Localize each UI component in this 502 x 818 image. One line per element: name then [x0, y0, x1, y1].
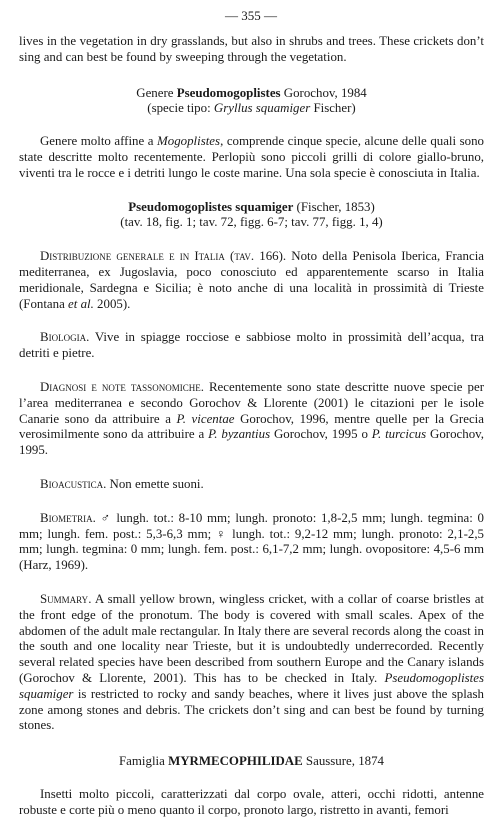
genus-title-line [19, 86, 484, 102]
diagnosis-label: Diagnosi e note tassonomiche [40, 379, 201, 394]
biology-label: Biologia [40, 330, 87, 345]
species-plates: (tav. 18, fig. 1; tav. 72, figg. 6-7; tav. 77, figg. 1, 4) [120, 215, 383, 230]
family-author: Saussure, 1874 [302, 754, 384, 769]
intro-paragraph: lives in the vegetation in dry grasslands, but also in shrubs and trees. These crickets don’t sing and can best be found by sweeping through the vegetation. [19, 34, 484, 64]
summary-label: Summary [40, 591, 89, 606]
genus-name: Pseudomogoplistes [176, 85, 281, 100]
biometry-label: Biometria [40, 510, 93, 525]
bioacoustics-paragraph: Bioacustica. Non emette suoni. [40, 476, 204, 491]
genus-type-species: Gryllus squamiger [213, 101, 311, 116]
family-heading [19, 754, 484, 770]
biometry-paragraph: Biometria. ♂ lungh. tot.: 8-10 mm; lungh. pronoto: 1,8-2,5 mm; lungh. tegmina: 0 mm; lungh. fem. post.: 5,3-6,3 mm; ♀ lungh. tot.: 9,2-12 mm; lungh. pronoto: 2,1-2,5 mm; lungh. tegmina: 0 mm; lungh. fem. post.: 6,1-7,2 mm; lungh. ovopositore: 4,5-6 mm (Harz, 1969). [19, 510, 484, 573]
species-heading [19, 200, 484, 232]
page-content [19, 34, 484, 818]
family-name: MYRMECOPHILIDAE [168, 754, 303, 769]
genus-author: Gorochov, 1984 [280, 85, 367, 100]
species-name: Pseudomogoplistes squamiger [128, 199, 294, 214]
biology-paragraph: Biologia. Vive in spiagge rocciose e sabbiose molto in prossimità dell’acqua, tra detriti e pietre. [19, 330, 484, 361]
distribution-label: Distribuzione generale e in Italia (tav. [40, 249, 255, 264]
page-number: — 355 — [225, 8, 277, 23]
family-description: Insetti molto piccoli, caratterizzati dal corpo ovale, atteri, occhi ridotti, antenne robuste e corte più o meno quanto il corpo, pronoto largo, ristretto in avanti, femori [19, 786, 484, 817]
species-author: (Fischer, 1853) [293, 199, 375, 214]
species-title-line [19, 200, 484, 216]
summary-paragraph: Summary. A small yellow brown, wingless cricket, with a collar of coarse bristles at the front edge of the pronotum. The body is covered with small scales. Apex of the abdomen of the adult male rectangular. In Italy there are several records along the coast in the south and one locality near Trieste, but it is undoubtedly underrecorded. Recently several related species have been described from southern Europe and the Canary islands (Gorochov & Llorente, 2001). This has to be checked in Italy. Pseudomogoplistes squamiger is restricted to rocky and sandy beaches, where it lives just above the splash zone among stones and debris. The crickets don’t sing and can best be found by turning stones. [19, 591, 484, 733]
distribution-paragraph: Distribuzione generale e in Italia (tav. 166). Noto della Penisola Iberica, Francia mediterranea, ex Jugoslavia, poco conosciuto ed apparentemente scarso in Italia meridionale, Sardegna e Sicilia; è noto anche di una località in prossimità di Trieste (Fontana et al. 2005). [19, 249, 484, 311]
genus-type-species-line: (specie tipo: Gryllus squamiger Fischer) [147, 101, 356, 116]
diagnosis-paragraph: Diagnosi e note tassonomiche. Recentemente sono state descritte nuove specie per l’area mediterranea e secondo Gorochov & Llorente (2001) le citazioni per le isole Canarie sono da attribuire a P. vicentae Gorochov, 1996, mentre quelle per la Grecia verosimilmente sono da attribuire a P. byzantius Gorochov, 1995 o P. turcicus Gorochov, 1995. [19, 379, 484, 458]
genus-prefix: Genere [136, 85, 177, 100]
genus-heading [19, 86, 484, 118]
bioacoustics-label: Bioacustica [40, 476, 104, 491]
family-prefix: Famiglia [119, 754, 169, 769]
genus-description: Genere molto affine a Mogoplistes, comprende cinque specie, alcune delle quali sono state descritte molto recentemente. Perlopiù sono piccoli grilli di colore giallo-bruno, viventi tra le rocce e i detriti lungo le coste marine. Una sola specie è conosciuta in Italia. [19, 134, 484, 180]
